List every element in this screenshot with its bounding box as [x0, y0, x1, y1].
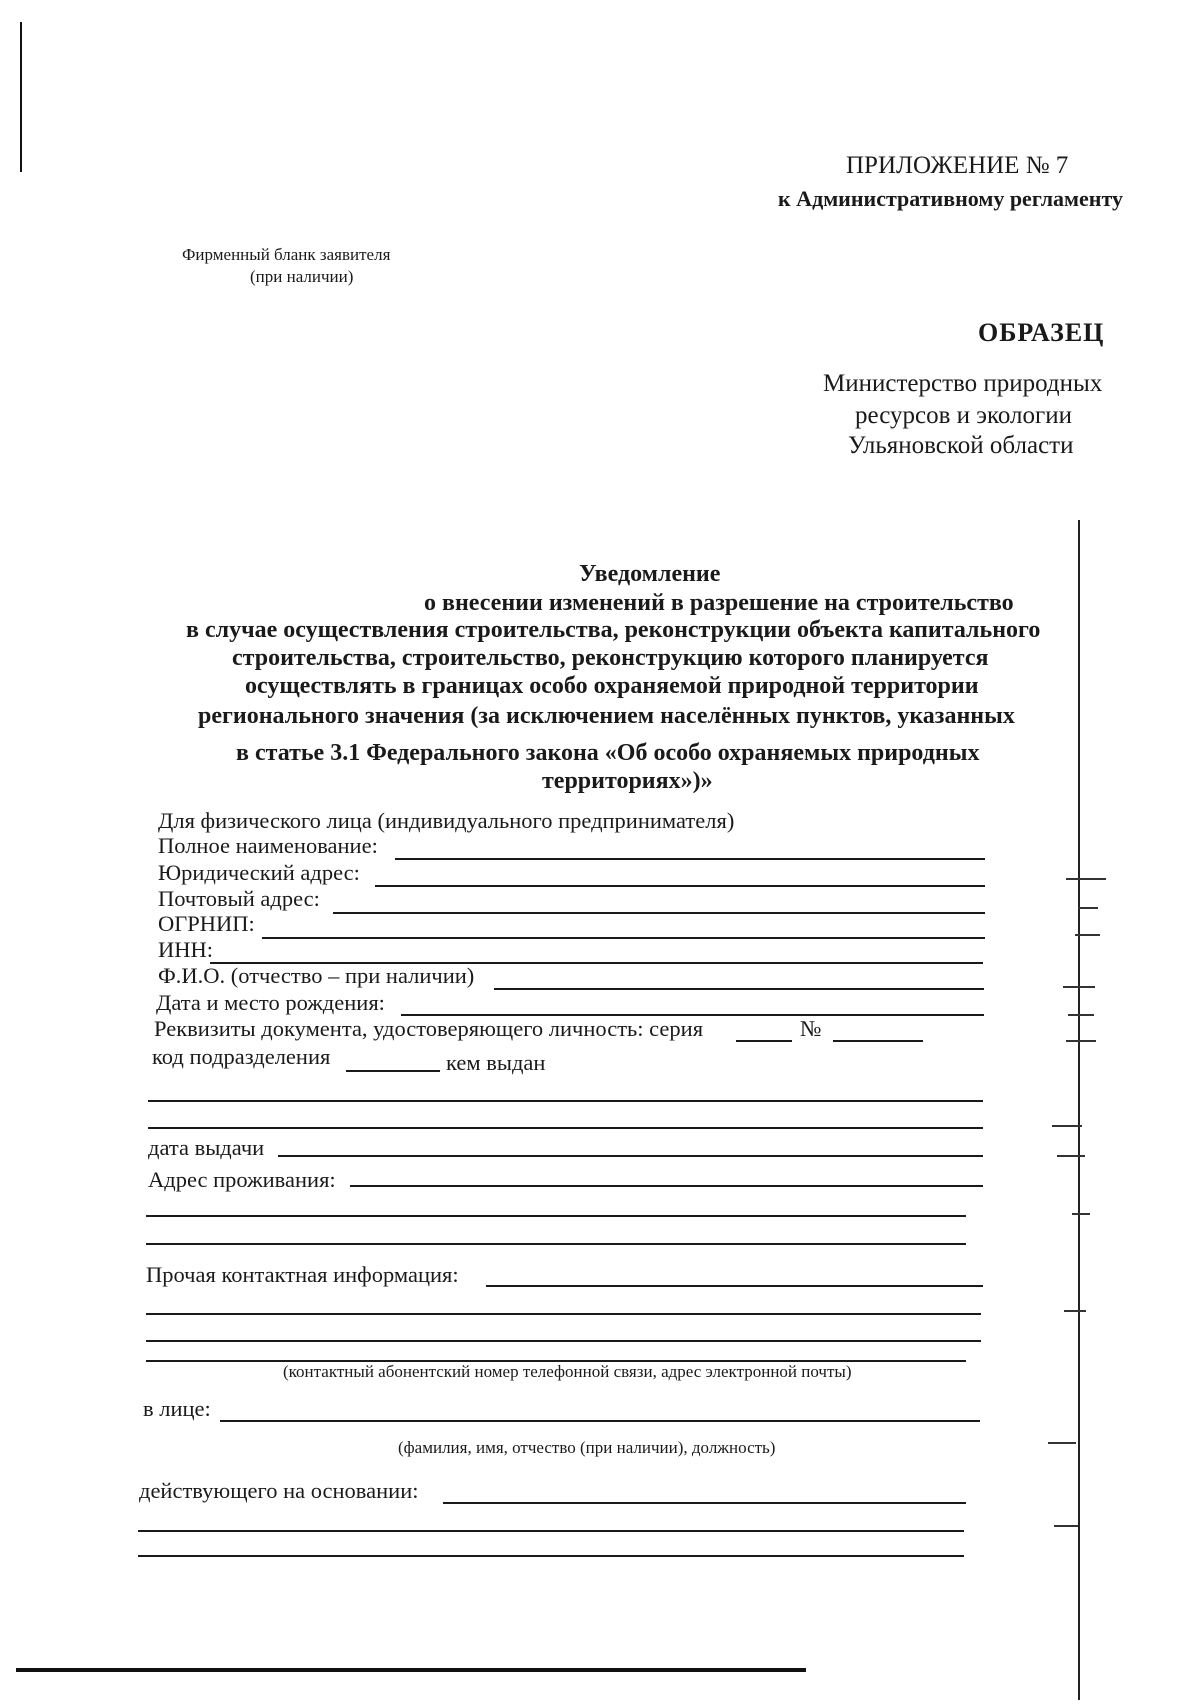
letterhead-note: (при наличии): [250, 267, 354, 286]
postal-address-field[interactable]: [333, 912, 985, 914]
contact-caption: (контактный абонентский номер телефонной связи, адрес электронной почты): [283, 1362, 852, 1381]
scan-edge-bottom: [16, 1668, 806, 1672]
sample-stamp: ОБРАЗЕЦ: [978, 318, 1105, 347]
contact-stub: [1064, 1310, 1086, 1312]
contact-label: Прочая контактная информация:: [146, 1262, 459, 1287]
reglament-reference: к Административному регламенту: [778, 186, 1123, 211]
residence-field-2[interactable]: [146, 1215, 966, 1217]
recipient-line-1: Министерство природных: [823, 370, 1103, 397]
inn-label: ИНН:: [158, 937, 213, 962]
scan-edge-left: [20, 22, 22, 172]
fio-field[interactable]: [494, 988, 984, 990]
residence-label: Адрес проживания:: [148, 1167, 336, 1192]
residence-field-3[interactable]: [146, 1243, 966, 1245]
ogrnip-field[interactable]: [262, 937, 985, 939]
in-person-stub: [1048, 1442, 1076, 1444]
fio-label: Ф.И.О. (отчество – при наличии): [158, 963, 475, 988]
title-line-2: в случае осуществления строительства, реконструкции объекта капитального: [186, 617, 1041, 643]
issue-date-label: дата выдачи: [148, 1135, 265, 1160]
id-document-label: Реквизиты документа, удостоверяющего личность: серия: [154, 1016, 704, 1041]
id-stub: [1066, 1040, 1096, 1042]
legal-address-stub: [1066, 878, 1106, 880]
residence-field[interactable]: [350, 1185, 983, 1187]
issued-by-line-2[interactable]: [148, 1127, 983, 1129]
postal-address-stub: [1078, 907, 1098, 909]
issued-by-stub: [1052, 1125, 1082, 1127]
issue-date-stub: [1057, 1155, 1085, 1157]
full-name-label: Полное наименование:: [158, 833, 378, 858]
letterhead-label: Фирменный бланк заявителя: [182, 245, 391, 264]
in-person-label: в лице:: [143, 1396, 211, 1421]
fio-stub: [1063, 986, 1095, 988]
title-line-6: в статье 3.1 Федерального закона «Об особо охраняемых природных: [236, 740, 980, 766]
division-code-field[interactable]: [346, 1070, 440, 1072]
scan-edge-right: [1078, 520, 1080, 1700]
division-code-label: код подразделения: [152, 1044, 331, 1069]
postal-address-label: Почтовый адрес:: [158, 886, 320, 911]
title-line-5: регионального значения (за исключением населённых пунктов, указанных: [198, 703, 1015, 729]
acting-basis-label: действующего на основании:: [139, 1478, 419, 1503]
in-person-field[interactable]: [220, 1420, 980, 1422]
contact-field-3[interactable]: [146, 1340, 981, 1342]
issued-by-line-1[interactable]: [148, 1100, 983, 1102]
recipient-line-2: ресурсов и экологии: [855, 402, 1073, 429]
appendix-number: ПРИЛОЖЕНИЕ № 7: [846, 152, 1069, 179]
legal-address-field[interactable]: [375, 885, 985, 887]
issued-by-label: кем выдан: [446, 1050, 546, 1075]
residence-stub: [1072, 1213, 1090, 1215]
acting-basis-field[interactable]: [443, 1502, 966, 1504]
acting-basis-field-2[interactable]: [138, 1530, 964, 1532]
person-caption: (фамилия, имя, отчество (при наличии), должность): [398, 1438, 776, 1457]
contact-field[interactable]: [486, 1285, 983, 1287]
acting-basis-stub: [1054, 1525, 1078, 1527]
birth-stub: [1068, 1014, 1094, 1016]
ogrnip-label: ОГРНИП:: [158, 911, 255, 936]
title-line-4: осуществлять в границах особо охраняемой природной территории: [245, 673, 979, 699]
title-line-7: территориях»)»: [542, 768, 713, 794]
id-number-sign: №: [800, 1016, 822, 1041]
applicant-type-heading: Для физического лица (индивидуального предпринимателя): [158, 808, 735, 833]
recipient-line-3: Ульяновской области: [848, 432, 1074, 459]
id-series-field[interactable]: [736, 1040, 792, 1042]
id-number-field[interactable]: [833, 1040, 923, 1042]
title-line-1: о внесении изменений в разрешение на строительство: [424, 590, 1014, 616]
legal-address-label: Юридический адрес:: [158, 860, 360, 885]
ogrnip-stub: [1075, 934, 1100, 936]
birth-label: Дата и место рождения:: [156, 990, 385, 1015]
issue-date-field[interactable]: [278, 1155, 983, 1157]
full-name-field[interactable]: [395, 858, 985, 860]
contact-field-2[interactable]: [146, 1313, 981, 1315]
acting-basis-field-3[interactable]: [138, 1555, 964, 1557]
title-line-3: строительства, строительство, реконструкцию которого планируется: [232, 645, 989, 671]
document-title: Уведомление: [579, 561, 721, 587]
